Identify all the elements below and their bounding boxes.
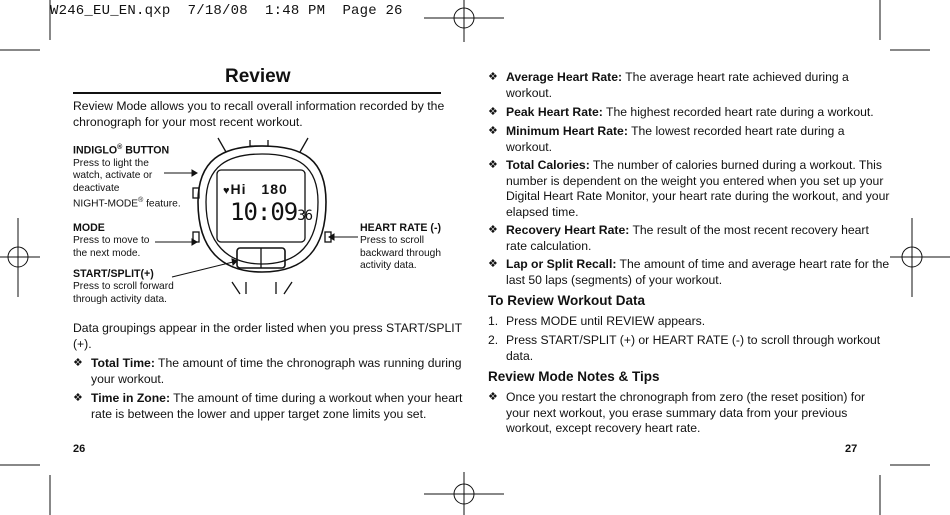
heart-rate-desc-line: backward through [360,247,441,259]
heart-rate-desc-line: activity data. [360,260,417,271]
indiglo-desc-line: deactivate [73,182,120,194]
bullet-icon: ❖ [488,71,498,83]
page-title: Review [225,66,291,87]
bullet-peak-heart-rate: ❖ Peak Heart Rate: The highest recorded heart rate during a workout. [488,105,874,119]
page-number-right: 27 [845,443,858,455]
indiglo-callout [73,141,181,211]
bullet-average-heart-rate: ❖ Average Heart Rate: The average heart rate achieved during a workout. [488,70,849,100]
start-split-callout-title: START/SPLIT(+) [73,268,154,280]
indiglo-desc-line: Press to light the [73,157,149,169]
step-2: 2. Press START/SPLIT (+) or HEART RATE (-) to scroll through workout data. [488,333,881,363]
heart-rate-callout [360,222,441,273]
start-split-callout [73,268,174,306]
tip-bullet: ❖ Once you restart the chronograph from zero (the reset position) for your next workout, you erase summary data from your previous workout, except recovery heart rate. [488,390,866,435]
heart-rate-desc-line: Press to scroll [360,235,424,246]
bullet-icon: ❖ [488,106,498,118]
indiglo-desc-line: NIGHT-MODE® feature. [73,197,181,210]
mode-callout-title: MODE [73,222,105,234]
registration-mark-right [890,218,950,297]
start-split-desc-line: through activity data. [73,293,168,305]
print-slug: W246_EU_EN.qxp 7/18/08 1:48 PM Page 26 [50,3,403,19]
registration-mark-left [0,218,40,297]
groupings-line: Data groupings appear in the order listed when you press START/SPLIT [73,321,463,335]
bullet-lap-split-recall: ❖ Lap or Split Recall: The amount of time and average heart rate for the last 50 laps (segments) of your workout. [488,257,890,287]
groupings-paragraph [73,321,462,352]
section-title-review-workout: To Review Workout Data [488,293,646,308]
mode-callout [73,222,149,260]
indiglo-callout-title: INDIGLO® BUTTON [73,144,170,157]
intro-line: chronograph for your most recent workout. [73,114,303,129]
bullet-icon: ❖ [488,159,498,171]
mode-desc-line: Press to move to [73,235,150,246]
intro-line: Review Mode allows you to recall overall information recorded by the [73,99,445,113]
step-1: 1. Press MODE until REVIEW appears. [488,314,706,328]
bullet-icon: ❖ [73,392,83,404]
bullet-minimum-heart-rate: ❖ Minimum Heart Rate: The lowest recorded heart rate during a workout. [488,124,845,154]
bullet-recovery-heart-rate: ❖ Recovery Heart Rate: The result of the most recent recovery heart rate calculation. [488,223,869,253]
watch-lcd-row1: ♥Hi 180 [223,181,288,197]
bullet-icon: ❖ [488,125,498,137]
mode-desc-line: the next mode. [73,247,141,259]
bullet-icon: ❖ [488,258,498,270]
registration-mark-top [424,0,504,42]
bullet-icon: ❖ [488,391,498,403]
bullet-icon: ❖ [488,224,498,236]
indiglo-desc-line: watch, activate or [73,170,153,182]
page-number-left: 26 [73,443,86,455]
bullet-total-time: ❖ Total Time: The amount of time the chronograph was running during your workout. [73,356,462,386]
registration-mark-bottom [424,472,504,515]
groupings-line: (+). [73,336,92,351]
title-rule [73,92,441,94]
watch-lcd-time: 10:0936 [230,198,313,226]
intro-paragraph [73,99,444,130]
start-split-desc-line: Press to scroll forward [73,281,174,292]
bullet-total-calories: ❖ Total Calories: The number of calories burned during a workout. This number is dependent on the weight you entered when you set up your Digital Heart Rate Monitor, your heart rate during the workout, and your elapsed time. [488,158,890,219]
section-title-notes-tips: Review Mode Notes & Tips [488,369,660,384]
bullet-icon: ❖ [73,357,83,369]
heart-rate-callout-title: HEART RATE (-) [360,222,442,234]
bullet-time-in-zone: ❖ Time in Zone: The amount of time during a workout when your heart rate is between the lower and upper target zone limits you set. [73,391,463,421]
